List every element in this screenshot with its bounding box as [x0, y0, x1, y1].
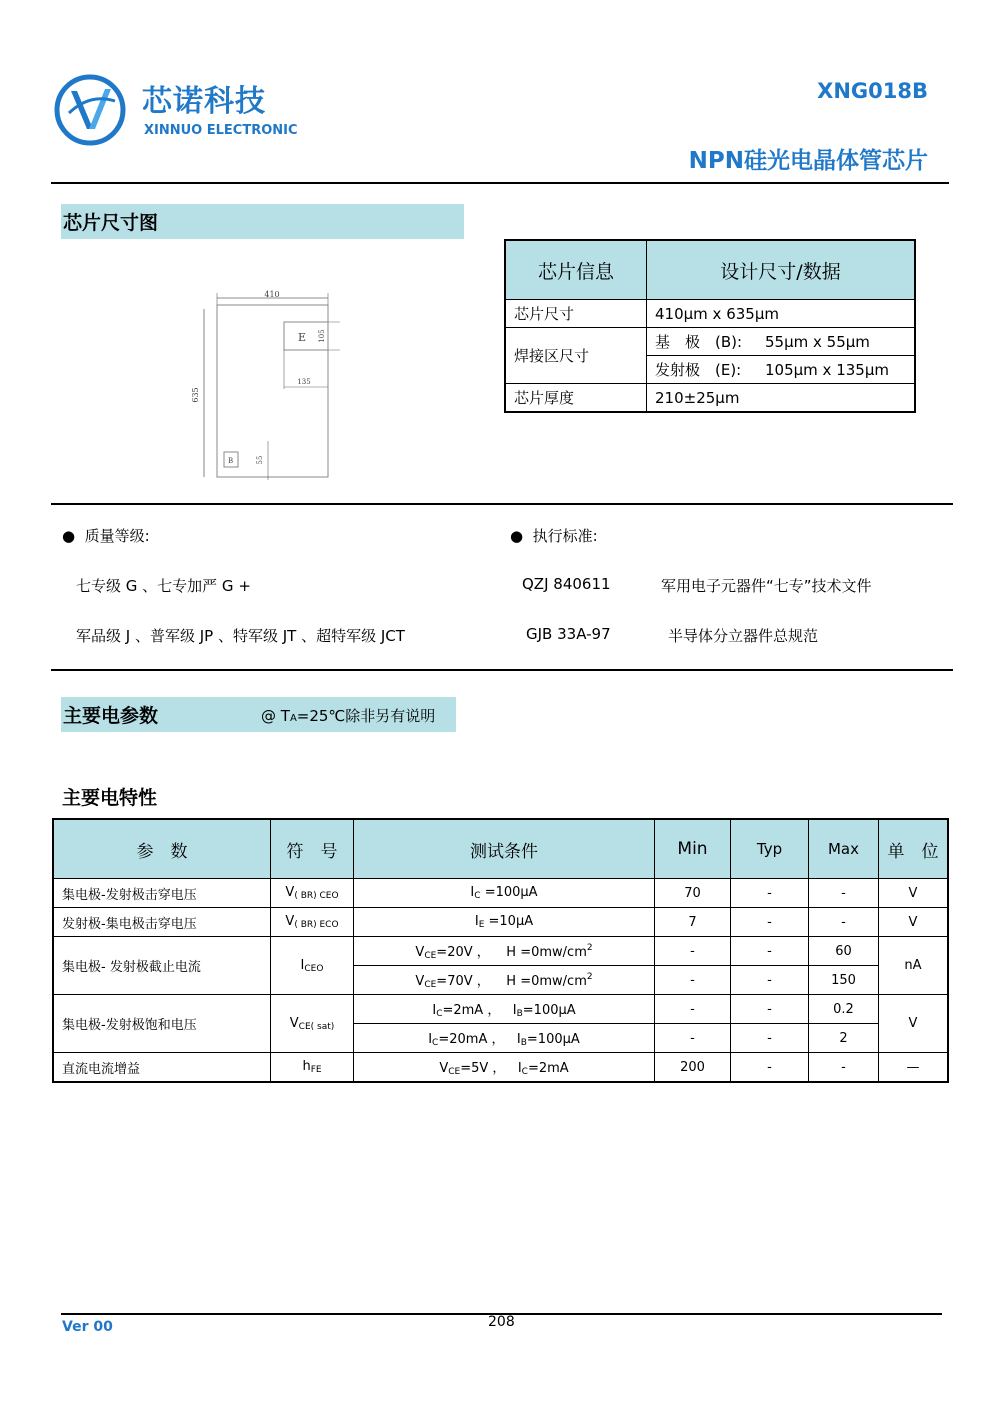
brand-name-en: XINNUO ELECTRONIC	[144, 123, 298, 138]
drawing-base-label: B	[228, 457, 234, 465]
spec-row-value: 基 极 (B): 55μm x 55μm	[647, 328, 916, 356]
standard-desc: 军用电子元器件“七专”技术文件	[661, 577, 872, 595]
params-note: @ TA=25℃除非另有说明	[261, 707, 436, 725]
header-divider	[51, 182, 949, 184]
table-row: $I_C=20mA$ ， $I_B=100\mu A$ - - 2	[53, 1024, 948, 1053]
table-row: 集电极-发射极击穿电压 $V_{( BR) CEO}$ $I_C =100\mu A$ 70 - - V	[53, 879, 948, 908]
table-row: 集电极- 发射极截止电流 $I_{CEO}$ $V_{CE}=20V$ ， $H =0mw/cm^2$ - - 60 nA	[53, 937, 948, 966]
spec-row-label: 芯片厚度	[505, 384, 647, 413]
section-divider	[51, 503, 953, 505]
standard-code: QZJ 840611	[522, 575, 611, 593]
spec-row-value: 210±25μm	[647, 384, 916, 413]
footer-version: Ver 00	[62, 1319, 113, 1335]
standard-desc: 半导体分立器件总规范	[668, 627, 819, 645]
drawing-base-size-label: 55	[256, 455, 264, 465]
drawing-width-label: 410	[264, 290, 280, 299]
col-header-min: Min	[655, 819, 731, 879]
quality-heading: ● 质量等级:	[62, 527, 150, 545]
company-logo	[53, 73, 127, 147]
params-section-bar	[61, 697, 456, 732]
col-header-unit: 单 位	[879, 819, 949, 879]
page-number: 208	[488, 1314, 515, 1330]
table-row: 发射极-集电极击穿电压 $V_{( BR) ECO}$ $I_E =10\mu A$ 7 - - V	[53, 908, 948, 937]
spec-row-value: 发射极 (E): 105μm x 135μm	[647, 356, 916, 384]
spec-row-value: 410μm x 635μm	[647, 300, 916, 328]
chip-size-title: 芯片尺寸图	[61, 204, 464, 239]
col-header-param: 参 数	[53, 819, 271, 879]
model-number: XNG018B	[817, 79, 928, 103]
brand-name-cn: 芯诺科技	[142, 84, 266, 119]
quality-line-1: 七专级 G 、七专加严 G +	[76, 577, 251, 595]
table-row: 直流电流增益 $h_{FE}$ $V_{CE}=5V$ ， $I_C=2mA$ 200 - - —	[53, 1053, 948, 1083]
col-header-typ: Typ	[731, 819, 809, 879]
drawing-height-label: 635	[191, 387, 200, 403]
section-divider	[51, 669, 953, 671]
params-title: 主要电参数	[63, 705, 159, 727]
chip-spec-table	[504, 239, 916, 413]
col-header-cond: 测试条件	[354, 819, 655, 879]
chip-dimension-drawing	[180, 285, 340, 485]
product-title: NPN硅光电晶体管芯片	[688, 148, 928, 174]
characteristics-table	[52, 818, 949, 1083]
drawing-emitter-h-label: 105	[318, 329, 326, 343]
table-row: 集电极-发射极饱和电压 $V_{CE( sat)}$ $I_C=2mA$ ， $I_B=100\mu A$ - - 0.2 V	[53, 995, 948, 1024]
characteristics-title: 主要电特性	[62, 787, 158, 809]
standard-code: GJB 33A-97	[526, 625, 611, 643]
quality-line-2: 军品级 J 、普军级 JP 、特军级 JT 、超特军级 JCT	[76, 627, 405, 645]
spec-header-design: 设计尺寸/数据	[647, 240, 916, 300]
table-row: $V_{CE}=70V$ ， $H =0mw/cm^2$ - - 150	[53, 966, 948, 995]
drawing-emitter-w-label: 135	[297, 378, 311, 386]
standard-heading: ● 执行标准:	[510, 527, 598, 545]
spec-row-label: 焊接区尺寸	[505, 328, 647, 384]
col-header-symbol: 符 号	[271, 819, 354, 879]
spec-row-label: 芯片尺寸	[505, 300, 647, 328]
spec-header-info: 芯片信息	[505, 240, 647, 300]
col-header-max: Max	[809, 819, 879, 879]
drawing-emitter-label: E	[298, 331, 307, 344]
